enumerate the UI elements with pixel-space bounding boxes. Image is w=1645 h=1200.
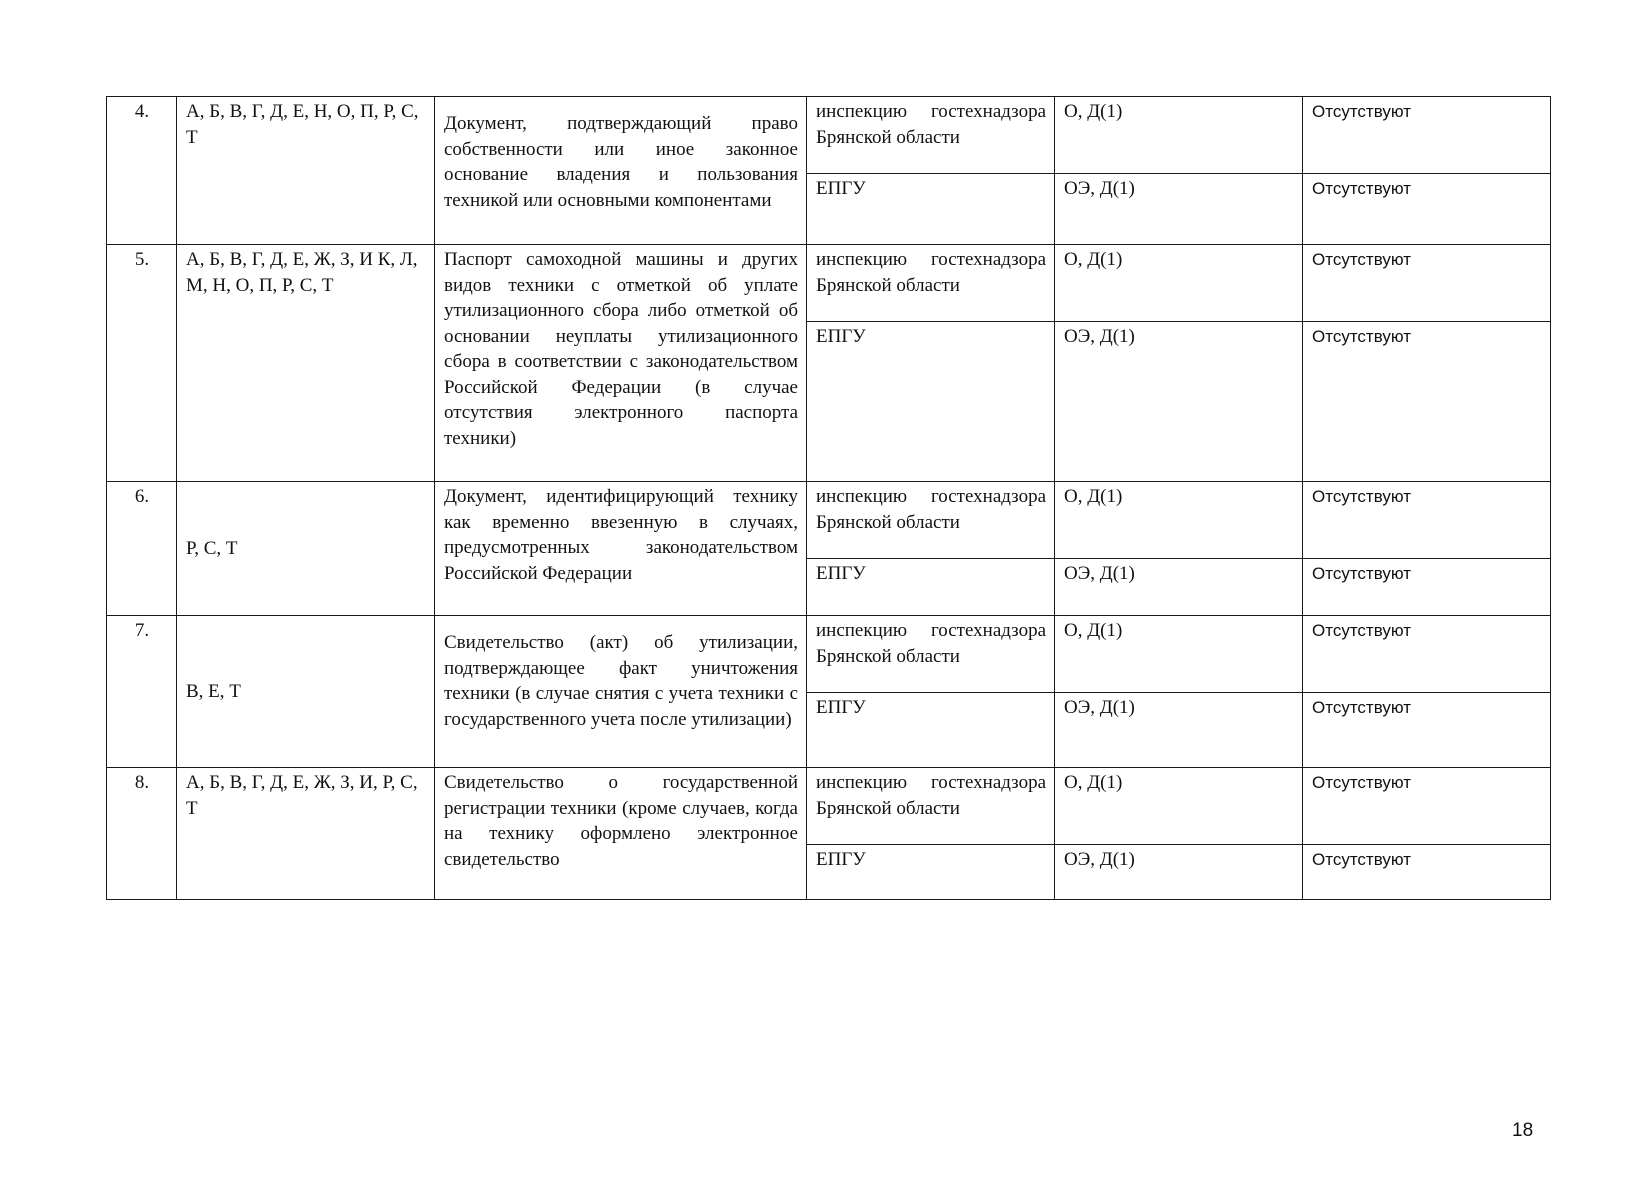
submission-place: ЕПГУ xyxy=(807,322,1055,482)
documents-table xyxy=(106,96,1551,900)
row-number: 5. xyxy=(107,245,177,482)
table-row xyxy=(107,768,1551,845)
requirements: Отсутствуют xyxy=(1303,245,1551,322)
requirements: Отсутствуют xyxy=(1303,768,1551,845)
row-number: 6. xyxy=(107,482,177,616)
submission-place: инспекцию гостехнадзора Брянской области xyxy=(807,482,1055,559)
submission-place: ЕПГУ xyxy=(807,559,1055,616)
requirements: Отсутствуют xyxy=(1303,845,1551,900)
row-number: 7. xyxy=(107,616,177,768)
submission-place: инспекцию гостехнадзора Брянской области xyxy=(807,616,1055,693)
row-document: Документ, идентифицирующий технику как временно ввезенную в случаях, предусмотренных законодательством Российской Федерации xyxy=(435,482,807,616)
row-document: Документ, подтверждающий право собственности или иное законное основание владения и пользования техникой или основными компонентами xyxy=(435,97,807,245)
row-number: 8. xyxy=(107,768,177,900)
submission-place: ЕПГУ xyxy=(807,693,1055,768)
table-row xyxy=(107,97,1551,174)
submission-place: инспекцию гостехнадзора Брянской области xyxy=(807,97,1055,174)
requirements: Отсутствуют xyxy=(1303,559,1551,616)
row-categories: А, Б, В, Г, Д, Е, Н, О, П, Р, С, Т xyxy=(177,97,435,245)
submission-form: О, Д(1) xyxy=(1055,245,1303,322)
page-number: 18 xyxy=(1512,1120,1534,1141)
row-document: Свидетельство о государственной регистрации техники (кроме случаев, когда на технику оформлено электронное свидетельство xyxy=(435,768,807,900)
row-document: Свидетельство (акт) об утилизации, подтверждающее факт уничтожения техники (в случае снятия с учета техники с государственного учета после утилизации) xyxy=(435,616,807,768)
submission-form: О, Д(1) xyxy=(1055,616,1303,693)
requirements: Отсутствуют xyxy=(1303,482,1551,559)
submission-form: ОЭ, Д(1) xyxy=(1055,559,1303,616)
submission-form: О, Д(1) xyxy=(1055,768,1303,845)
requirements: Отсутствуют xyxy=(1303,174,1551,245)
table-row xyxy=(107,245,1551,322)
submission-place: инспекцию гостехнадзора Брянской области xyxy=(807,245,1055,322)
submission-place: ЕПГУ xyxy=(807,845,1055,900)
row-document: Паспорт самоходной машины и других видов техники с отметкой об уплате утилизационного сбора либо отметкой об основании неуплаты утилизационного сбора в соответствии с законодательством Российской Федерации (в случае отсутствия электронного паспорта техники) xyxy=(435,245,807,482)
requirements: Отсутствуют xyxy=(1303,97,1551,174)
submission-form: О, Д(1) xyxy=(1055,482,1303,559)
table-row xyxy=(107,616,1551,693)
submission-form: О, Д(1) xyxy=(1055,97,1303,174)
submission-form: ОЭ, Д(1) xyxy=(1055,693,1303,768)
submission-form: ОЭ, Д(1) xyxy=(1055,322,1303,482)
row-categories: А, Б, В, Г, Д, Е, Ж, З, И К, Л, М, Н, О, П, Р, С, Т xyxy=(177,245,435,482)
requirements: Отсутствуют xyxy=(1303,616,1551,693)
requirements: Отсутствуют xyxy=(1303,322,1551,482)
submission-place: ЕПГУ xyxy=(807,174,1055,245)
submission-place: инспекцию гостехнадзора Брянской области xyxy=(807,768,1055,845)
row-number: 4. xyxy=(107,97,177,245)
row-categories: А, Б, В, Г, Д, Е, Ж, З, И, Р, С, Т xyxy=(177,768,435,900)
row-categories: Р, С, Т xyxy=(177,482,435,616)
table-row xyxy=(107,482,1551,559)
submission-form: ОЭ, Д(1) xyxy=(1055,174,1303,245)
row-categories: В, Е, Т xyxy=(177,616,435,768)
requirements: Отсутствуют xyxy=(1303,693,1551,768)
submission-form: ОЭ, Д(1) xyxy=(1055,845,1303,900)
